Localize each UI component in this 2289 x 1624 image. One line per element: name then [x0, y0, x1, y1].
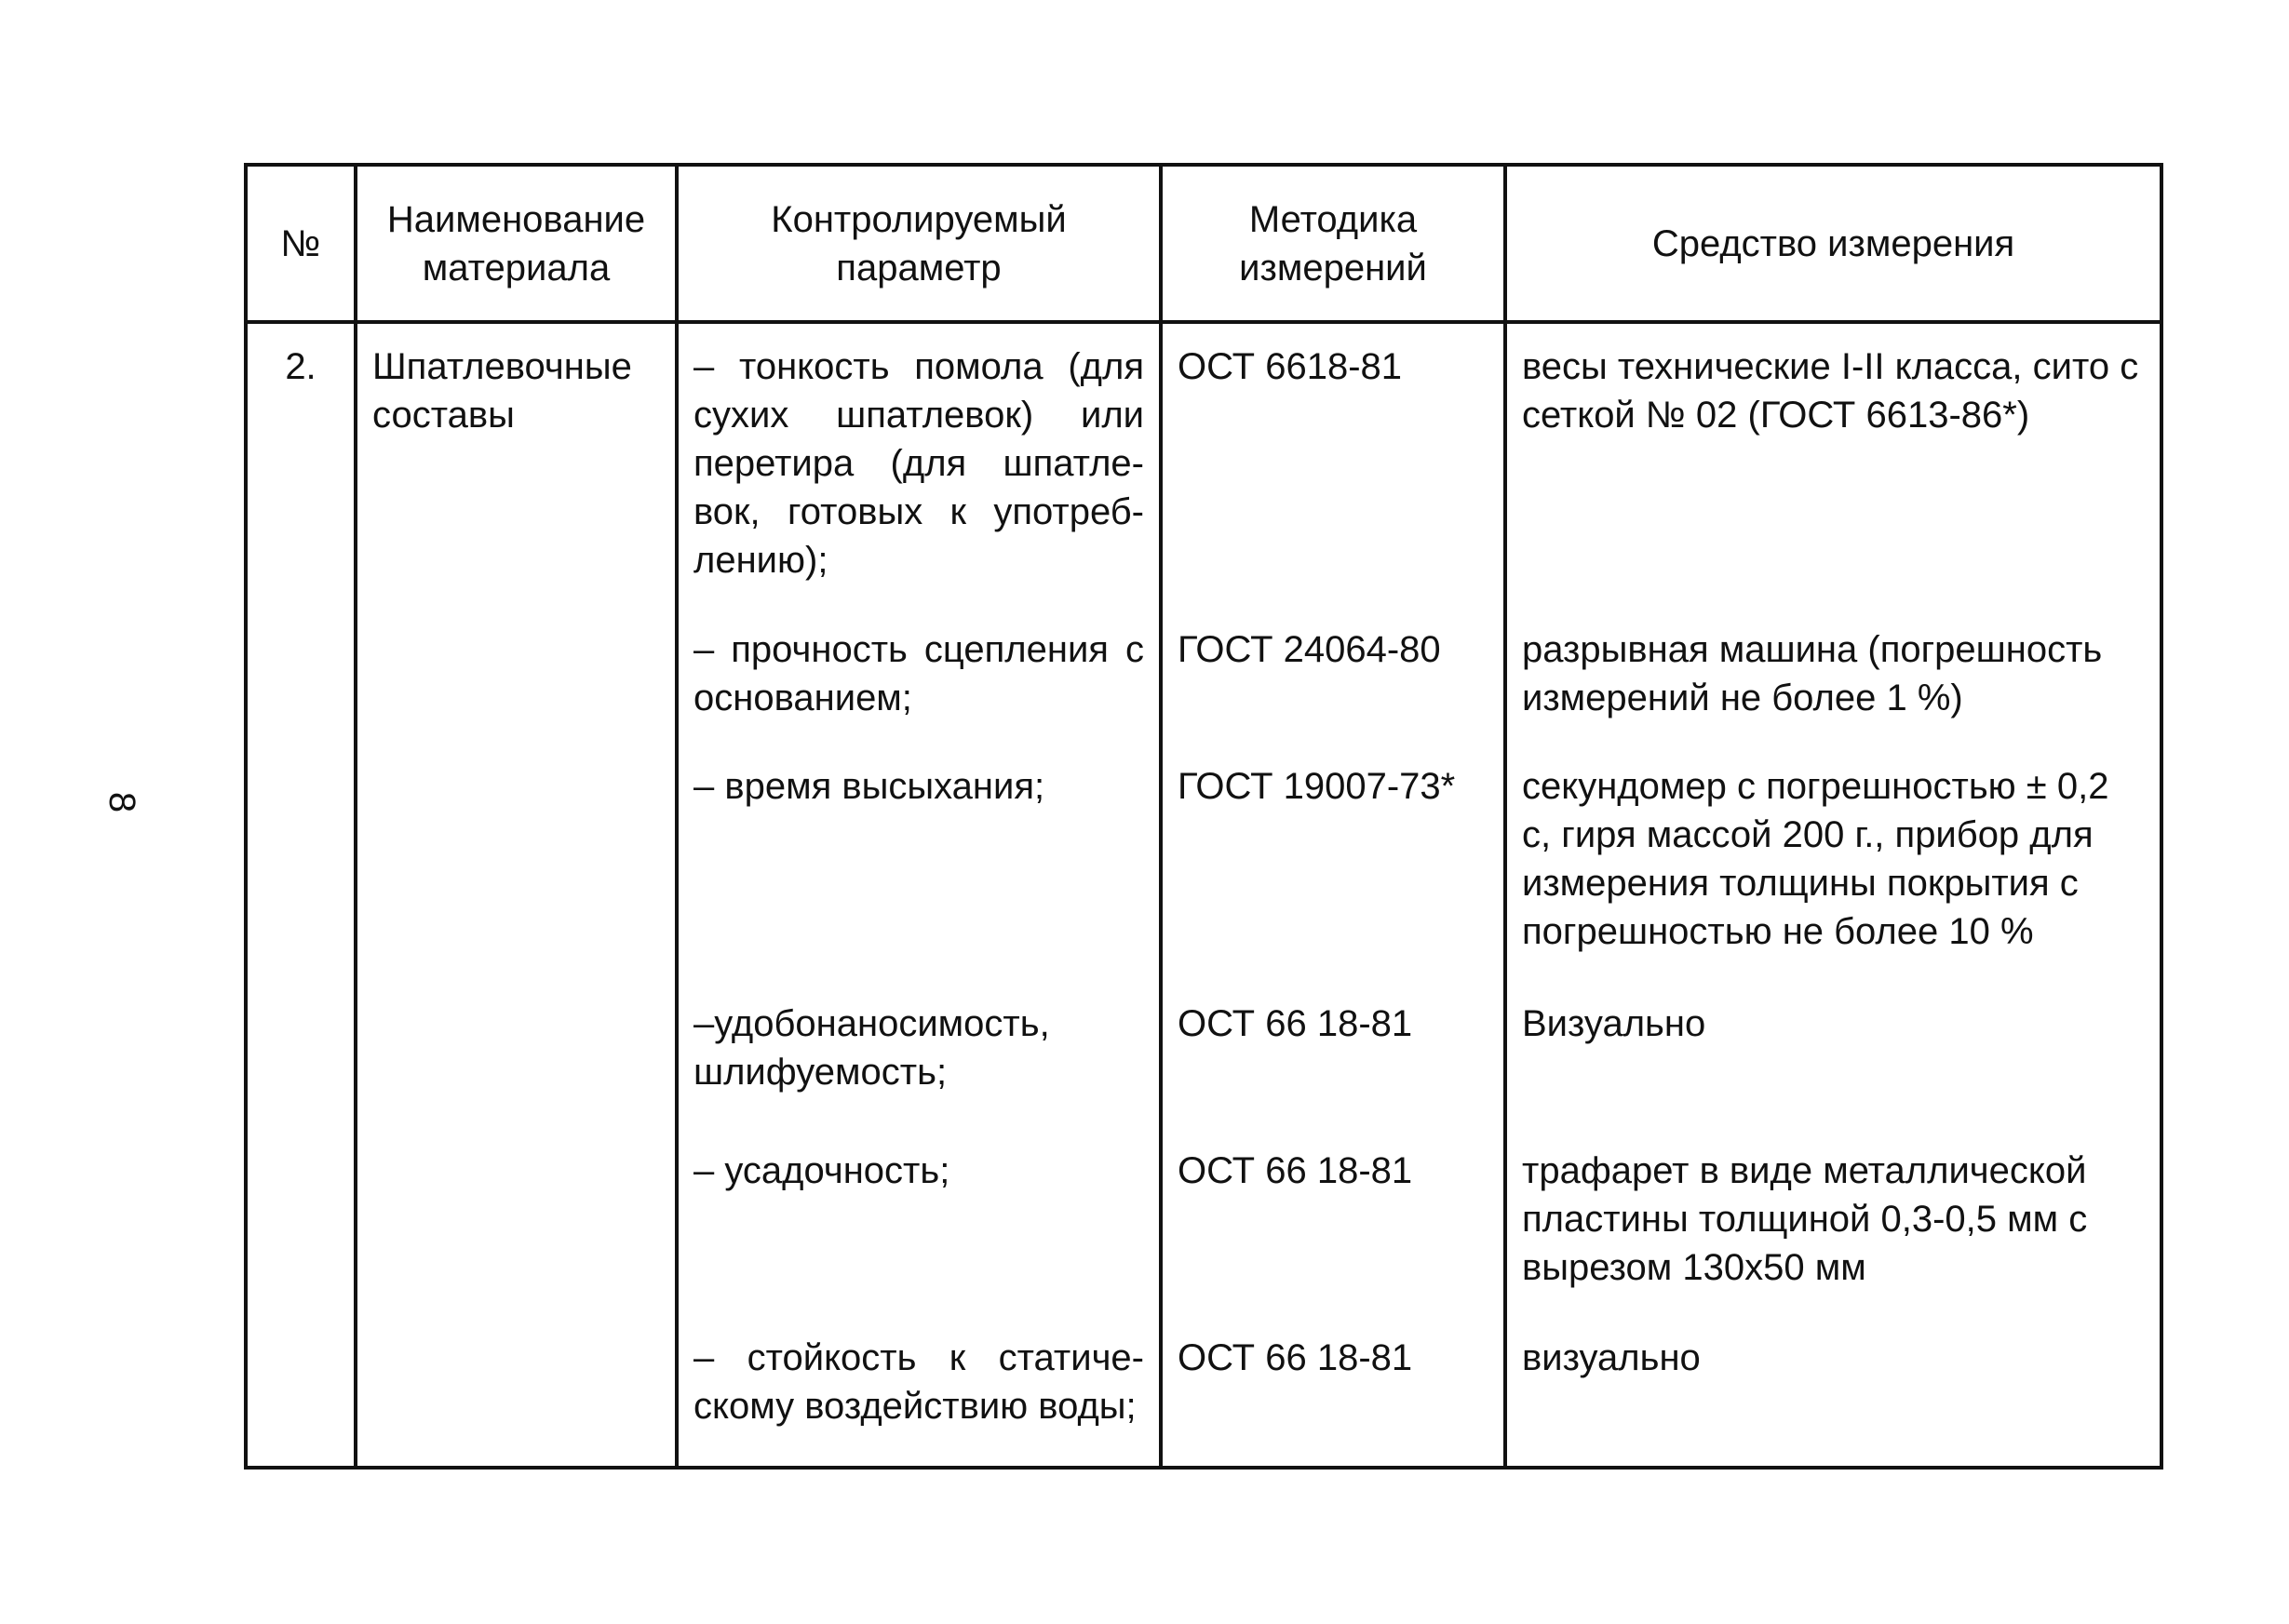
parameter-item: –удобонаносимость, шлифуемость;: [693, 1003, 1050, 1093]
method-list: [1161, 322, 1505, 1468]
header-row: [246, 165, 2161, 322]
table-row: [246, 322, 2161, 1468]
tool-item: секундомер с погрешностью ± 0,2 с, гиря массой 200 г., прибор для измерения толщины покрытия с погрешностью не более 10 %: [1522, 766, 2109, 952]
method-item: ОСТ 6618-81: [1178, 346, 1403, 387]
method-item: ГОСТ 24064-80: [1178, 629, 1441, 670]
tool-item: визуально: [1522, 1337, 1701, 1378]
method-item: ОСТ 66 18-81: [1178, 1337, 1413, 1378]
page-number: 8: [101, 791, 143, 813]
header-controlled-parameter: Контролируемый параметр: [677, 165, 1161, 322]
method-item: ОСТ 66 18-81: [1178, 1003, 1413, 1044]
measurement-table: [244, 163, 2163, 1470]
parameter-item: – стойкость к статиче-скому воздействию воды;: [693, 1337, 1144, 1427]
table-header: [246, 165, 2161, 322]
header-num: №: [246, 165, 356, 322]
tool-item: Визуально: [1522, 1003, 1706, 1044]
tool-item: весы технические I-II класса, сито с сеткой № 02 (ГОСТ 6613-86*): [1522, 346, 2139, 436]
parameter-item: – усадочность;: [693, 1150, 950, 1191]
row-number: 2.: [246, 322, 356, 1468]
tool-item: разрывная машина (погрешность измерений не более 1 %): [1522, 629, 2103, 718]
header-measuring-tool: Средство измерения: [1505, 165, 2161, 322]
method-item: ОСТ 66 18-81: [1178, 1150, 1413, 1191]
parameter-item: – время высыхания;: [693, 766, 1045, 807]
header-method: Методика измерений: [1161, 165, 1505, 322]
method-item: ГОСТ 19007-73*: [1178, 766, 1456, 807]
header-material-name: Наименование материала: [356, 165, 677, 322]
parameter-item: – прочность сцепления с основанием;: [693, 629, 1144, 718]
table-body: [246, 322, 2161, 1468]
parameter-list: [677, 322, 1161, 1468]
tool-item: трафарет в виде металлической пластины толщиной 0,3-0,5 мм с вырезом 130x50 мм: [1522, 1150, 2088, 1288]
material-name: Шпатлевочные составы: [356, 322, 677, 1468]
tool-list: [1505, 322, 2161, 1468]
parameter-item: – тонкость помола (для сухих шпатлевок) или перетира (для шпатле-вок, готовых к употреб-лению);: [693, 346, 1144, 581]
